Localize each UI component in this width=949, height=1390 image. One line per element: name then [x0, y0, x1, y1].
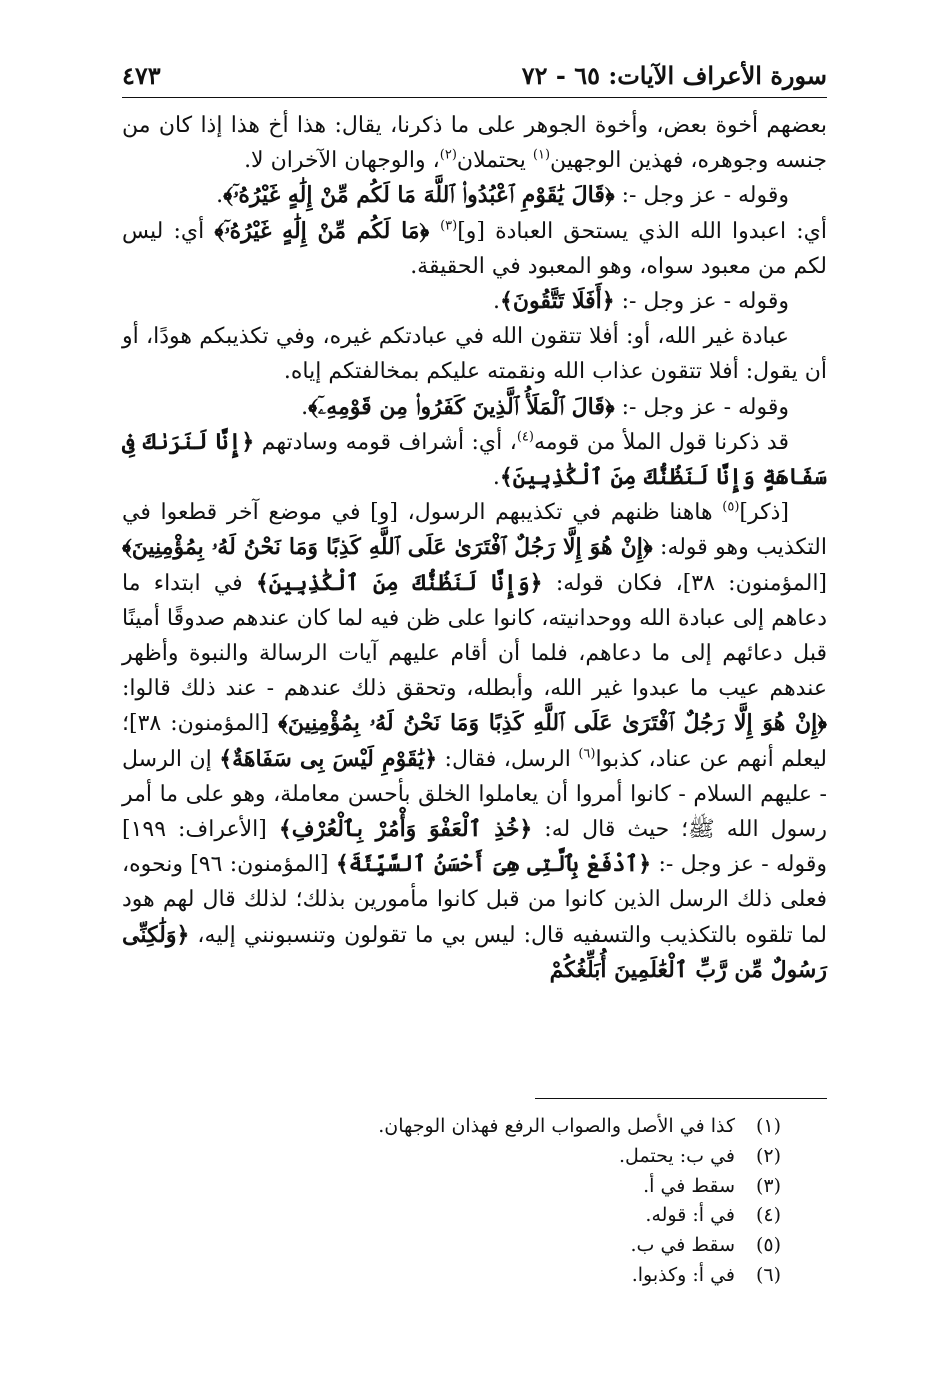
footnote-marker: (٣)	[440, 218, 458, 234]
footnote-item	[122, 1231, 781, 1261]
footnote-text: في أ: وكذبوا.	[631, 1263, 735, 1286]
quran-verse: ﴿وَلَٰكِنِّى رَسُولٌ مِّن رَّبِّ ٱلْعَٰلَمِينَ أُبَلِّغُكُمْ	[122, 921, 827, 983]
paragraph-7	[122, 425, 827, 495]
text-run: [المؤمنون: ٣٨]، فكان قوله:	[542, 570, 828, 596]
text-run: في ابتداء ما دعاهم إلى عبادة الله ووحدانيته، كانوا على ظن فيه لما كان عندهم صدوقًا أمينًا قبل دعائهم إلى ما دعاهم، فلما أن أقام عليهم آيات الرسالة والنبوة وأظهر عندهم عيب ما عبدوا غير الله، وأبطله، وتحقق ذلك عندهم - عند ذلك قالوا:	[122, 570, 827, 702]
footnote-marker: (٦)	[578, 746, 596, 762]
paragraph-4	[122, 284, 827, 319]
paragraph-2	[122, 178, 827, 213]
footnote-text: سقط في أ.	[643, 1174, 735, 1197]
footnote-text: سقط في ب.	[630, 1234, 735, 1257]
text-run: أي: ليس لكم من معبود سواه، وهو المعبود في الحقيقة.	[122, 218, 827, 279]
text-run: .	[301, 394, 309, 420]
header-rule	[122, 97, 827, 98]
quran-verse: ﴿إِنْ هُوَ إِلَّا رَجُلٌ ٱفْتَرَىٰ عَلَى ٱللَّهِ كَذِبًا وَمَا نَحْنُ لَهُۥ بِمُؤْمِنِينَ﴾	[122, 534, 653, 561]
text-run: وقوله - عز وجل -:	[614, 183, 789, 209]
paragraph-6	[122, 390, 827, 425]
quran-verse: ﴿قَالَ ٱلْمَلَأُ ٱلَّذِينَ كَفَرُوا۟ مِن قَوْمِهِۦٓ﴾	[308, 393, 615, 420]
text-run: .	[492, 289, 500, 315]
footnote-marker: (٥)	[722, 499, 740, 515]
footnotes	[122, 1112, 781, 1291]
footnote-number: (١)	[755, 1115, 781, 1137]
text-run: ، والوجهان الآخران لا.	[244, 148, 440, 174]
text-run: [المؤمنون: ٩٦] ونحوه، فعلى ذلك الرسل الذين كانوا من قبل كانوا مأمورين بذلك؛ لذلك قال لهم هود لما تلقوه بالتكذيب والتسفيه قال: ليس بي ما تقولون وتنسبونني إليه،	[122, 852, 827, 948]
quran-verse: ﴿مَا لَكُم مِّنْ إِلَٰهٍ غَيْرُهُۥٓ﴾	[214, 217, 441, 244]
main-text	[122, 108, 827, 988]
text-run: قد ذكرنا قول الملأ من قومه	[533, 429, 789, 455]
running-title: سورة الأعراف الآيات: ٦٥ - ٧٢	[521, 61, 827, 90]
paragraph-3	[122, 214, 827, 284]
footnote-item	[122, 1201, 781, 1231]
footnote-marker: (٢)	[439, 147, 457, 163]
footnote-number: (٦)	[755, 1263, 781, 1286]
footnote-number: (٤)	[755, 1204, 781, 1227]
footnote-marker: (٤)	[516, 429, 534, 445]
text-run: هاهنا ظنهم في تكذيبهم الرسول، [و] في موضع آخر قطعوا في التكذيب وهو قوله:	[122, 500, 827, 561]
footnote-item	[122, 1261, 781, 1291]
text-run: [المؤمنون: ٣٨]؛ ليعلم أنهم عن عناد، كذبوا	[122, 711, 828, 772]
paragraph-8	[122, 495, 827, 988]
paragraph-5: عبادة غير الله، أو: أفلا تتقون الله في عبادتكم غيره، وفي تكذيبكم هودًا، أو أن يقول: أفلا تتقون عذاب الله ونقمته عليكم بمخالفتكم إياه.	[122, 324, 827, 385]
page-header	[122, 52, 827, 96]
quran-verse: ﴿أَفَلَا تَتَّقُونَ﴾	[499, 288, 615, 315]
footnote-text: كذا في الأصل والصواب الرفع فهذان الوجهان.	[378, 1115, 735, 1137]
footnote-number: (٢)	[755, 1144, 781, 1167]
footnote-text: في أ: قوله.	[645, 1204, 735, 1227]
footnote-rule	[535, 1098, 827, 1099]
footnote-text: في ب: يحتمل.	[619, 1144, 735, 1167]
text-run: إن الرسل - عليهم السلام - كانوا أمروا أن يعاملوا الخلق بأحسن معاملة، وهو على ما أمر رسول الله ﷺ؛ حيث قال له:	[122, 746, 827, 843]
quran-verse: ﴿وَإِنَّا لَنَظُنُّكَ مِنَ ٱلْكَٰذِبِينَ﴾	[255, 569, 543, 596]
page-number: ٤٧٣	[122, 61, 161, 90]
footnote-number: (٥)	[755, 1234, 781, 1257]
text-run: وقوله - عز وجل -:	[614, 289, 789, 315]
quran-verse: ﴿ٱدْفَعْ بِٱلَّتِى هِىَ أَحْسَنُ ٱلسَّيِّئَةَ﴾	[335, 851, 652, 878]
text-run: .	[216, 183, 224, 209]
quran-verse: ﴿إِنْ هُوَ إِلَّا رَجُلٌ ٱفْتَرَىٰ عَلَى ٱللَّهِ كَذِبًا وَمَا نَحْنُ لَهُۥ بِمُؤْمِنِينَ﴾	[278, 710, 828, 737]
text-run: .	[492, 465, 500, 491]
text-run: أي: اعبدوا الله الذي يستحق العبادة [و]	[457, 218, 827, 244]
text-run: [الأعراف: ١٩٩] وقوله - عز وجل -:	[122, 817, 827, 878]
text-run: [ذكر]	[739, 500, 789, 526]
footnote-item	[122, 1142, 781, 1172]
paragraph-1	[122, 108, 827, 178]
footnote-item	[122, 1112, 781, 1142]
quran-verse: ﴿يَٰقَوْمِ لَيْسَ بِى سَفَاهَةٌ﴾	[219, 745, 438, 772]
footnote-marker: (١)	[532, 147, 551, 163]
quran-verse: ﴿خُذِ ٱلْعَفْوَ وَأْمُرْ بِٱلْعُرْفِ﴾	[278, 816, 533, 843]
text-run: يحتملان	[456, 148, 533, 174]
footnote-number: (٣)	[755, 1174, 781, 1197]
text-run: وقوله - عز وجل -:	[614, 394, 789, 420]
text-run: الرسل، فقال:	[437, 746, 579, 772]
quran-verse: ﴿قَالَ يَٰقَوْمِ ٱعْبُدُوا۟ ٱللَّهَ مَا لَكُم مِّنْ إِلَٰهٍ غَيْرُهُۥٓ﴾	[223, 182, 615, 209]
footnote-item	[122, 1172, 781, 1202]
quran-verse: ﴿إِنَّا لَنَرَىٰكَ فِى سَفَاهَةٍ وَإِنَّا لَنَظُنُّكَ مِنَ ٱلْكَٰذِبِينَ﴾	[122, 428, 827, 491]
text-run: ، أي: أشراف قومه وسادتهم	[254, 429, 517, 455]
text-run: بعضهم أخوة بعض، وأخوة الجوهر على ما ذكرنا، يقال: هذا أخ هذا إذا كان من جنسه وجوهره، فهذين الوجهين	[122, 113, 827, 174]
